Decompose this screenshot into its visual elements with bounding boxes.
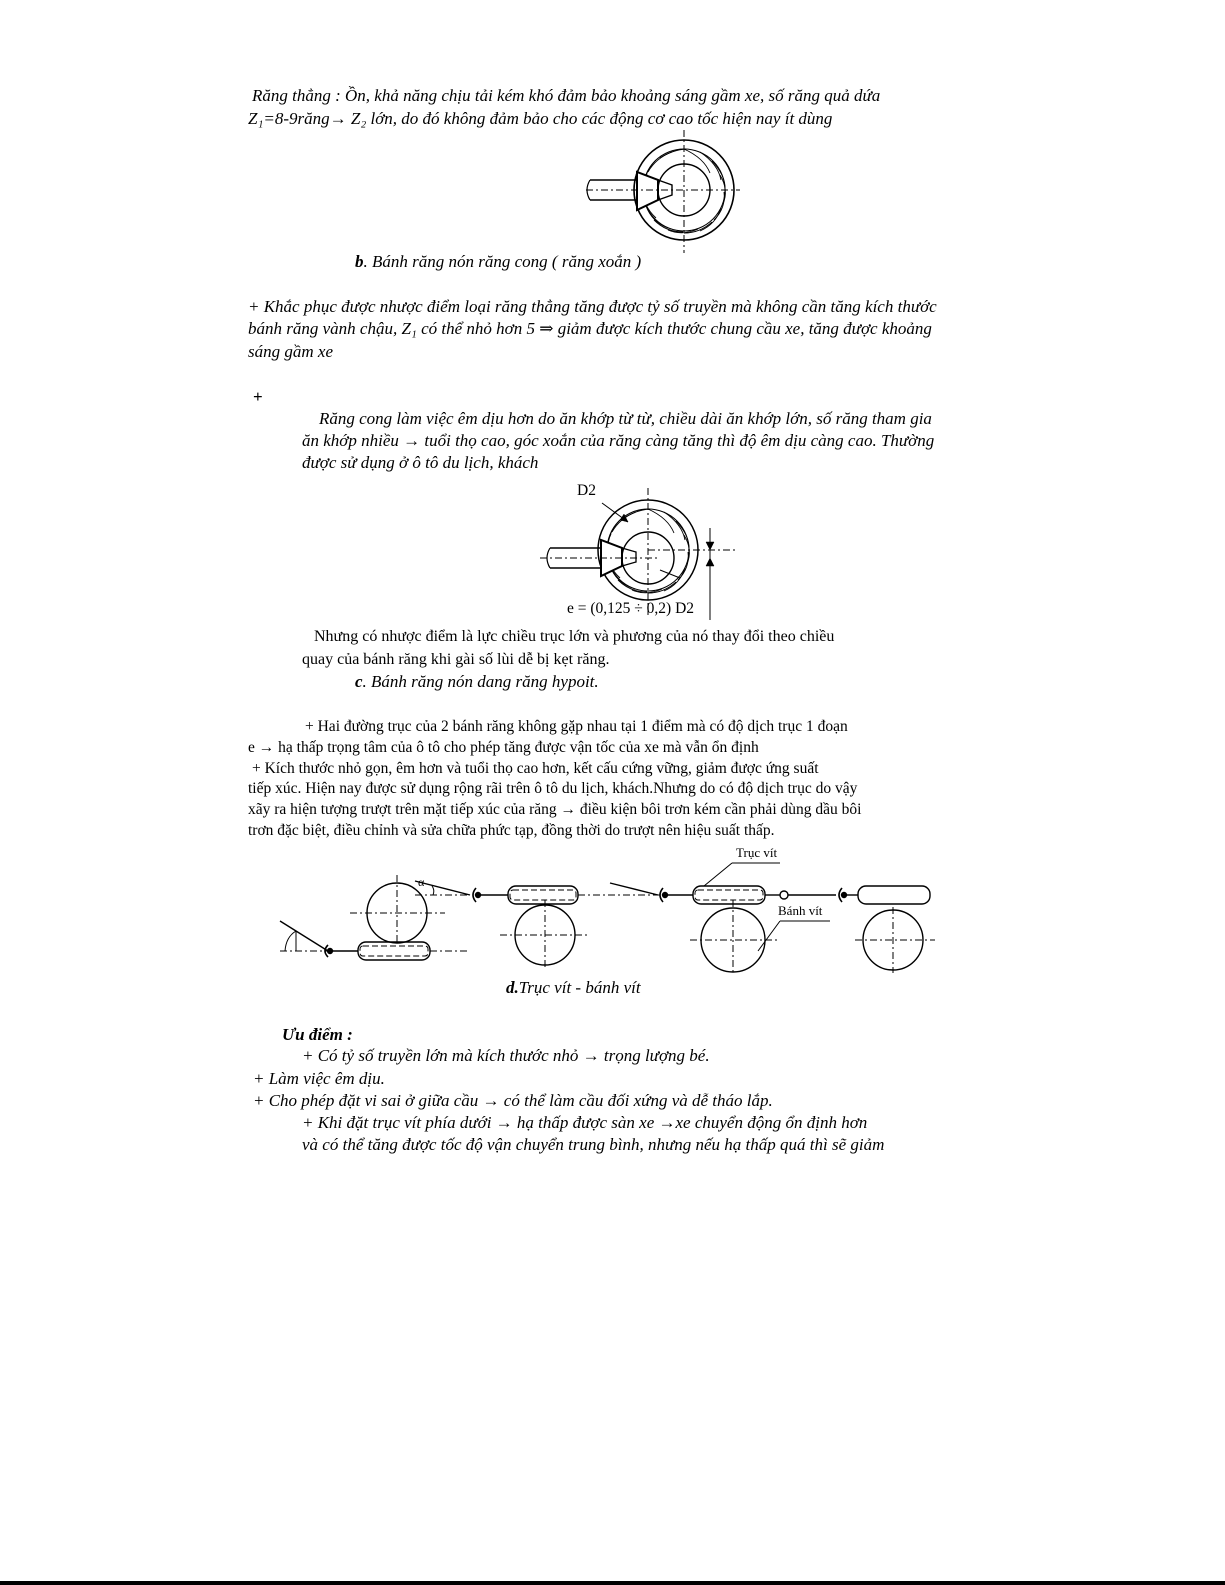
hypoid-line-6: trơn đặc biệt, điều chỉnh và sửa chữa phức tạp, đồng thời do trượt nên hiệu suất thấp. [248,822,775,839]
spiral-smooth-line-3: được sử dụng ở ô tô du lịch, khách [302,453,539,472]
advantage-item-5: và có thể tăng được tốc độ vận chuyển trung bình, nhưng nếu hạ thấp quá thì sẽ giảm [302,1135,885,1154]
straight-teeth-line-1: Răng thẳng : Ồn, khả năng chịu tải kém khó đảm bảo khoảng sáng gầm xe, số răng quả dứa [252,86,881,105]
spiral-advantage-line-3: sáng gầm xe [248,342,333,361]
drawback-line-2: quay của bánh răng khi gài số lùi dễ bị kẹt răng. [302,651,610,668]
spiral-advantage-line-1: + Khắc phục được nhược điểm loại răng thẳng tăng được tỷ số truyền mà không cần tăng kích thước [248,297,937,316]
section-c-title: . Bánh răng nón dang răng hypoit. [362,672,599,691]
section-c-heading [355,671,599,693]
section-b-title: . Bánh răng nón răng cong ( răng xoắn ) [363,252,642,271]
section-d-heading [506,977,641,999]
advantage-item-4: + Khi đặt trục vít phía dưới → hạ thấp được sàn xe →xe chuyển động ổn định hơn [302,1113,868,1132]
alpha-label: α [418,875,425,889]
advantage-item-2: + Làm việc êm dịu. [253,1069,385,1088]
offset-formula: e = (0,125 ÷ 0,2) D2 [567,600,695,617]
page-bottom-border [0,1581,1225,1585]
section-b-letter: b [355,252,364,271]
spiral-bevel-gear-figure [580,128,750,258]
hypoid-line-1: + Hai đường trục của 2 bánh răng không gặp nhau tại 1 điểm mà có độ dịch trục 1 đoạn [305,718,848,735]
worm-shaft-label: Trục vít [736,845,778,860]
worm-wheel-label: Bánh vít [778,903,823,918]
section-b-heading [355,251,641,273]
hypoid-line-2: e → hạ thấp trọng tâm của ô tô cho phép tăng được vận tốc của xe mà vẫn ổn định [248,739,759,756]
d2-label: D2 [577,482,596,499]
advantages-heading: Ưu điểm : [282,1025,353,1044]
section-c-letter: c [355,672,363,691]
straight-teeth-line-2: Z₁=8-9răng→ Z₂ lớn, do đó không đảm bảo cho các động cơ cao tốc hiện nay ít dùng [248,109,833,128]
spiral-smooth-line-1: Răng cong làm việc êm dịu hơn do ăn khớp từ từ, chiều dài ăn khớp lớn, số răng tham gia [319,409,932,428]
plus-mark: + [253,387,263,406]
hypoid-line-4: tiếp xúc. Hiện nay được sử dụng rộng rãi trên ô tô du lịch, khách.Nhưng do có độ dịch trục do vậy [248,780,858,797]
advantage-item-3: + Cho phép đặt vi sai ở giữa cầu → có thể làm cầu đối xứng và dễ tháo lắp. [253,1091,773,1110]
drawback-line-1: Nhưng có nhược điểm là lực chiều trục lớn và phương của nó thay đổi theo chiều [314,628,835,645]
spiral-advantage-line-2: bánh răng vành chậu, Z₁ có thể nhỏ hơn 5 ⇒ giảm được kích thước chung cầu xe, tăng được khoảng [248,319,932,338]
section-d-letter: d. [506,978,519,997]
advantage-item-1: + Có tỷ số truyền lớn mà kích thước nhỏ → trọng lượng bé. [302,1046,710,1065]
hypoid-line-3: + Kích thước nhỏ gọn, êm hơn và tuổi thọ cao hơn, kết cấu cứng vững, giảm được ứng suất [252,760,819,777]
section-d-title: Trục vít - bánh vít [518,978,641,997]
hypoid-line-5: xãy ra hiện tượng trượt trên mặt tiếp xúc của răng → điều kiện bôi trơn kém cần phải dùng dầu bôi [248,801,862,818]
spiral-smooth-line-2: ăn khớp nhiều → tuổi thọ cao, góc xoắn của răng càng tăng thì độ êm dịu càng cao. Thường [302,431,935,450]
worm-gear-figure [270,845,950,975]
